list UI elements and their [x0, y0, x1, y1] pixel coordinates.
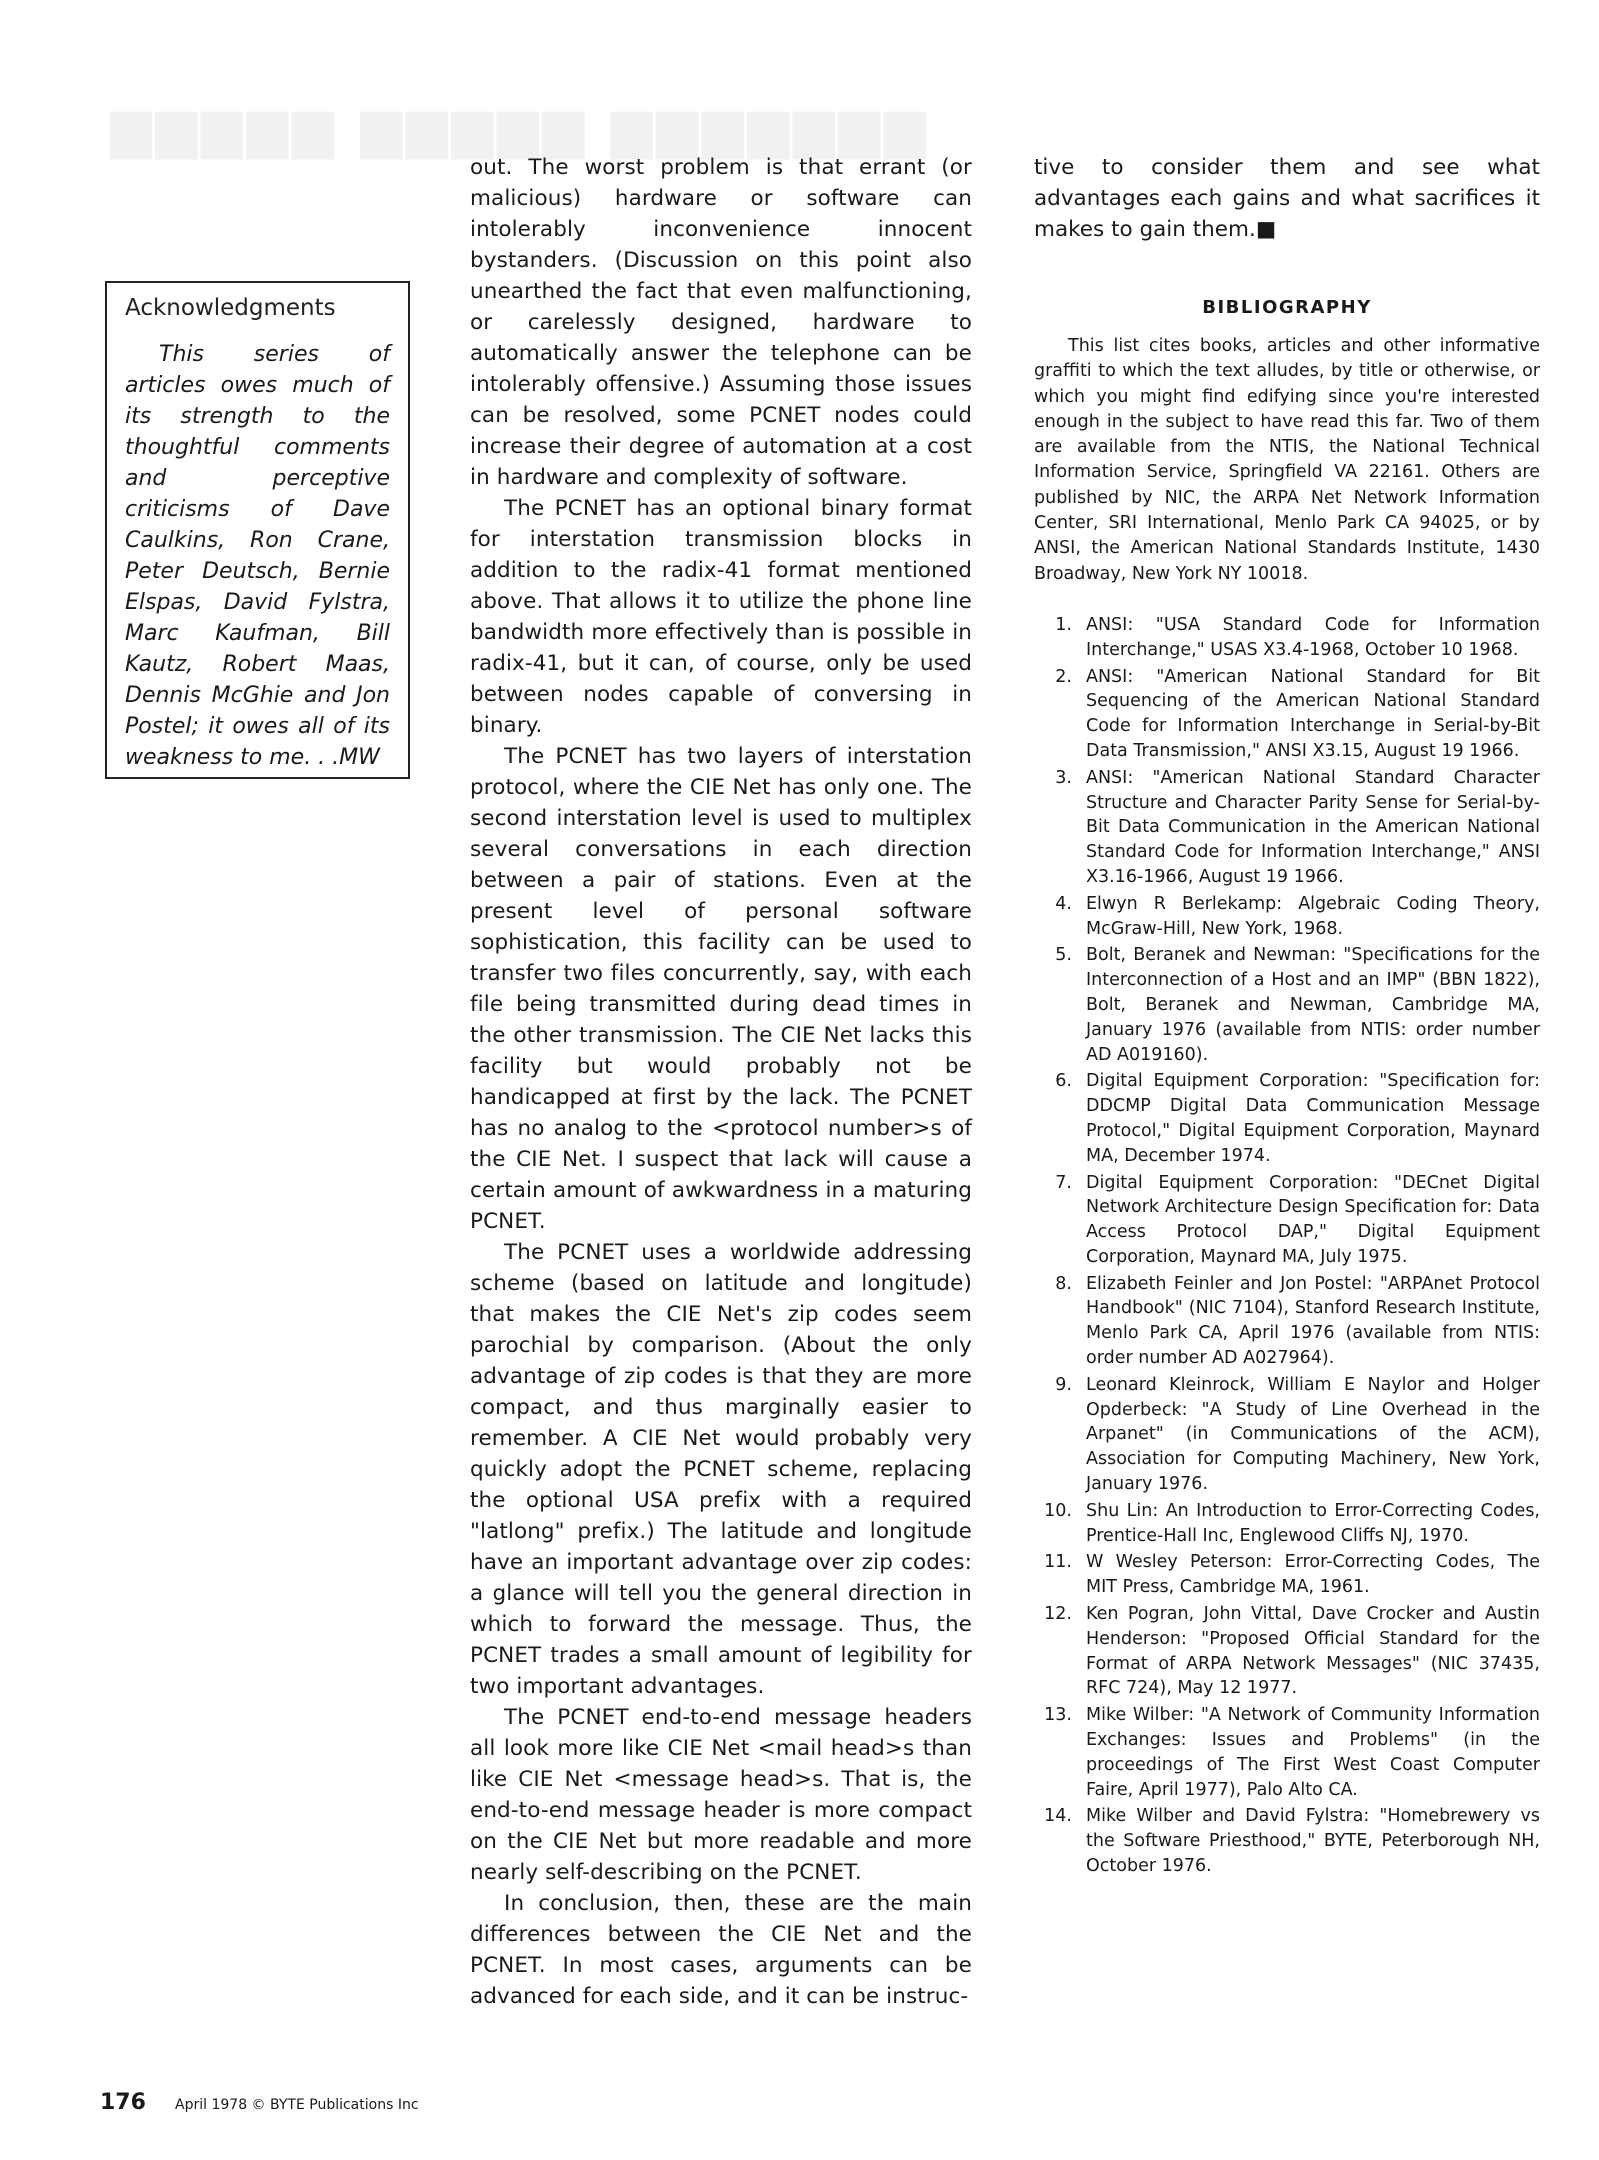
bibliography-entry-text: W Wesley Peterson: Error-Correcting Codes, The MIT Press, Cambridge MA, 1961. — [1086, 1552, 1540, 1598]
bibliography-intro: This list cites books, articles and other informative graffiti to which the text alludes, by title or otherwise, or which you might find edifying since you're interested enough in the subject to have read this far. Two of them are available from the NTIS, the National Technical Information Service, Springfield VA 22161. Others are published by NIC, the ARPA Net Network Information Center, SRI International, Menlo Park CA 94025, or by ANSI, the American National Standards Institute, 1430 Broadway, New York NY 10018. — [1034, 336, 1540, 584]
bibliography-entry-number: 8. — [1055, 1273, 1072, 1294]
article-column-right — [1034, 152, 1540, 1881]
article-paragraph: The PCNET has an optional binary format for interstation transmission blocks in addition to the radix-41 format mentioned above. That allows it to utilize the phone line bandwidth more effectively than is possible in radix-41, but it can, of course, only be used between nodes capable of conversing in binary. — [470, 496, 972, 738]
article-paragraph: The PCNET end-to-end message headers all look more like CIE Net <mail head>s than like CIE Net <message head>s. That is, the end-to-end message header is more compact on the CIE Net but more readable and more nearly self-describing on the PCNET. — [470, 1705, 972, 1885]
bibliography-entry — [1034, 943, 1540, 1067]
conclusion-text: tive to consider them and see what advantages each gains and what sacrifices it makes to gain them. — [1034, 155, 1540, 242]
bibliography-entry-number: 3. — [1055, 767, 1072, 788]
bibliography-entry — [1034, 1272, 1540, 1371]
bibliography-entry-text: ANSI: "American National Standard Character Structure and Character Parity Sense for Serial-by-Bit Data Communication in the American National Standard Code for Information Interchange," ANSI X3.16-1966, August 19 1966. — [1086, 767, 1540, 887]
bibliography-entry — [1034, 1069, 1540, 1168]
bibliography-entry-number: 4. — [1055, 893, 1072, 914]
bibliography-entry-text: Elwyn R Berlekamp: Algebraic Coding Theory, McGraw-Hill, New York, 1968. — [1086, 893, 1540, 939]
bibliography-entry-text: Bolt, Beranek and Newman: "Specifications for the Interconnection of a Host and an IMP" (BBN 1822), Bolt, Beranek and Newman, Cambridge MA, January 1976 (available from NTIS: order number AD A019160). — [1086, 945, 1540, 1065]
bibliography-entry — [1034, 1171, 1540, 1270]
bibliography-entry — [1034, 665, 1540, 764]
bibliography-entry-text: ANSI: "American National Standard for Bit Sequencing of the American National Standard Code for Information Interchange in Serial-by-Bit Data Transmission," ANSI X3.15, August 19 1966. — [1086, 666, 1540, 761]
publication-credit: April 1978 © BYTE Publications Inc — [175, 2097, 419, 2113]
bibliography-entry — [1034, 1499, 1540, 1549]
acknowledgments-body: This series of articles owes much of its strength to the thoughtful comments and perceptive criticisms of Dave Caulkins, Ron Crane, Peter Deutsch, Bernie Elspas, David Fylstra, Marc Kaufman, Bill Kautz, Robert Maas, Dennis McGhie and Jon Postel; it owes all of its weakness to me. . .MW — [125, 342, 390, 770]
bibliography-entry-number: 5. — [1055, 945, 1072, 966]
article-paragraph: The PCNET has two layers of interstation protocol, where the CIE Net has only one. The second interstation level is used to multiplex several conversations in each direction between a pair of stations. Even at the present level of personal software sophistication, this facility can be used to transfer two files concurrently, say, with each file being transmitted during dead times in the other transmission. The CIE Net lacks this facility but would probably not be handicapped at first by the lack. The PCNET has no analog to the <protocol number>s of the CIE Net. I suspect that lack will cause a certain amount of awkwardness in a maturing PCNET. — [470, 744, 972, 1234]
bibliography-entry-number: 12. — [1044, 1604, 1072, 1625]
article-paragraph: out. The worst problem is that errant (or malicious) hardware or software can intolerably inconvenience innocent bystanders. (Discussion on this point also unearthed the fact that even malfunctioning, or carelessly designed, hardware to automatically answer the telephone can be intolerably offensive.) Assuming those issues can be resolved, some PCNET nodes could increase their degree of automation at a cost in hardware and complexity of software. — [470, 155, 972, 490]
bibliography-entry — [1034, 766, 1540, 890]
bibliography-entry — [1034, 1373, 1540, 1497]
bibliography-entry — [1034, 1703, 1540, 1802]
end-of-article-mark: ■ — [1255, 217, 1277, 242]
bibliography-entry-number: 7. — [1055, 1172, 1072, 1193]
bibliography-entry-text: Shu Lin: An Introduction to Error-Correcting Codes, Prentice-Hall Inc, Englewood Cliffs NJ, 1970. — [1086, 1500, 1540, 1546]
acknowledgments-title: Acknowledgments — [125, 295, 336, 321]
bibliography-entry — [1034, 613, 1540, 663]
article-paragraph: The PCNET uses a worldwide addressing scheme (based on latitude and longitude) that makes the CIE Net's zip codes seem parochial by comparison. (About the only advantage of zip codes is that they are more compact, and thus marginally easier to remember. A CIE Net would probably very quickly adopt the PCNET scheme, replacing the optional USA prefix with a required "latlong" prefix.) The latitude and longitude have an important advantage over zip codes: a glance will tell you the general direction in which to forward the message. Thus, the PCNET trades a small amount of legibility for two important advantages. — [470, 1240, 972, 1699]
bibliography-entry-number: 14. — [1044, 1806, 1072, 1827]
bibliography-list — [1034, 613, 1540, 1879]
acknowledgments-box — [105, 281, 410, 779]
bibliography-entry — [1034, 1550, 1540, 1600]
bibliography-entry-text: Leonard Kleinrock, William E Naylor and Holger Opderbeck: "A Study of Line Overhead in the Arpanet" (in Communications of the ACM), Association for Computing Machinery, New York, January 1976. — [1086, 1374, 1540, 1495]
bibliography-entry-number: 6. — [1055, 1071, 1072, 1092]
bibliography-entry — [1034, 1602, 1540, 1701]
article-paragraph: In conclusion, then, these are the main differences between the CIE Net and the PCNET. In most cases, arguments can be advanced for each side, and it can be instruc- — [470, 1891, 972, 2009]
bibliography-entry-text: Mike Wilber and David Fylstra: "Homebrewery vs the Software Priesthood," BYTE, Peterborough NH, October 1976. — [1086, 1806, 1540, 1877]
page-number: 176 — [100, 2090, 146, 2115]
bibliography-entry-number: 11. — [1044, 1552, 1072, 1573]
page-footer — [100, 2090, 419, 2115]
bibliography-entry-text: Ken Pogran, John Vittal, Dave Crocker and Austin Henderson: "Proposed Official Standard for the Format of ARPA Network Messages" (NIC 37435, RFC 724), May 12 1977. — [1086, 1604, 1540, 1699]
bibliography-entry-text: ANSI: "USA Standard Code for Information Interchange," USAS X3.4-1968, October 10 1968. — [1086, 614, 1540, 660]
bibliography-heading: BIBLIOGRAPHY — [1202, 297, 1372, 318]
bibliography-entry-number: 1. — [1055, 614, 1072, 635]
bibliography-entry-text: Digital Equipment Corporation: "DECnet Digital Network Architecture Design Specification for: Data Access Protocol DAP," Digital Equipment Corporation, Maynard MA, July 1975. — [1086, 1172, 1540, 1267]
bibliography-entry-number: 9. — [1055, 1374, 1072, 1395]
bibliography-entry-text: Elizabeth Feinler and Jon Postel: "ARPAnet Protocol Handbook" (NIC 7104), Stanford Research Institute, Menlo Park CA, April 1976 (available from NTIS: order number AD A027964). — [1086, 1273, 1540, 1369]
bibliography-entry-text: Digital Equipment Corporation: "Specification for: DDCMP Digital Data Communication Message Protocol," Digital Equipment Corporation, Maynard MA, December 1974. — [1086, 1071, 1540, 1166]
show-through-text: ▆▆▆▆▆ ▆▆▆▆▆ ▆▆▆▆▆▆▆ — [110, 95, 930, 159]
bibliography-entry-number: 13. — [1044, 1705, 1072, 1726]
bibliography-entry — [1034, 892, 1540, 942]
bibliography-entry-number: 10. — [1044, 1500, 1072, 1521]
article-paragraph-conclusion — [1034, 152, 1540, 245]
bibliography-entry-text: Mike Wilber: "A Network of Community Information Exchanges: Issues and Problems" (in the proceedings of The First West Coast Computer Faire, April 1977), Palo Alto CA. — [1086, 1705, 1540, 1800]
article-column-middle — [470, 152, 972, 2012]
bibliography-entry-number: 2. — [1055, 666, 1072, 687]
bibliography-entry — [1034, 1804, 1540, 1878]
